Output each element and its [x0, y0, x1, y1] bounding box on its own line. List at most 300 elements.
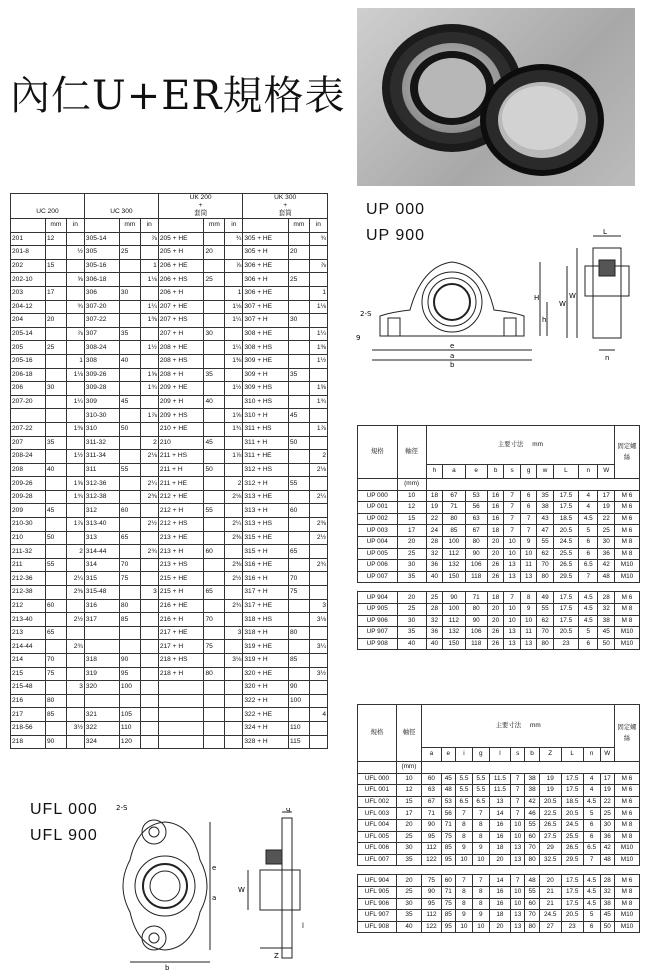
table-row	[358, 875, 640, 887]
table-cell: 310	[84, 422, 119, 436]
spacer-cell	[358, 583, 640, 592]
table-row	[11, 626, 328, 640]
table-cell: 28	[426, 536, 443, 548]
table-cell: 50	[600, 921, 614, 933]
table-cell: 35	[396, 854, 421, 866]
table-cell	[140, 681, 158, 695]
table-cell: 204-12	[11, 300, 46, 314]
table-cell: 24.5	[553, 536, 578, 548]
table-cell: 217 + H	[158, 640, 204, 654]
table-cell: 50	[598, 638, 615, 650]
table-cell: 6.5	[472, 796, 489, 808]
table-cell: 21	[539, 886, 561, 898]
table-cell: 17.5	[561, 886, 583, 898]
table-cell: M 6	[615, 785, 640, 797]
table-cell	[84, 626, 119, 640]
table-cell: 25	[119, 246, 140, 260]
table-cell: 45	[600, 910, 614, 922]
table-cell	[204, 708, 225, 722]
table-row	[11, 246, 328, 260]
table-cell: 80	[537, 571, 554, 583]
table-cell: 62	[537, 615, 554, 627]
table-cell: 13	[504, 560, 521, 572]
table-cell: 2⅜	[66, 586, 84, 600]
table-cell	[46, 450, 67, 464]
table-cell: 209-28	[11, 490, 46, 504]
table-cell	[140, 422, 158, 436]
table-cell	[309, 477, 327, 491]
table-cell: 212-38	[11, 586, 46, 600]
table-cell: 1⅝	[140, 368, 158, 382]
table-cell: 207	[11, 436, 46, 450]
table-cell: 1¼	[66, 395, 84, 409]
table-cell	[66, 409, 84, 423]
table-cell: 314-44	[84, 545, 119, 559]
table-cell: 30	[396, 898, 421, 910]
table-cell	[288, 599, 309, 613]
up-dims-label: 主要寸法	[497, 440, 524, 448]
table-cell: 2½	[140, 518, 158, 532]
table-cell: 38	[525, 773, 539, 785]
table-cell: 312 + HS	[243, 463, 289, 477]
table-cell: 6.5	[455, 796, 472, 808]
table-cell: 14	[489, 875, 510, 887]
table-cell: 218-56	[11, 721, 46, 735]
table-cell: 8	[455, 831, 472, 843]
table-cell: 50	[204, 463, 225, 477]
table-cell: 308-24	[84, 341, 119, 355]
table-cell: 90	[422, 886, 441, 898]
table-cell: 75	[441, 898, 455, 910]
table-row	[11, 735, 328, 749]
table-cell: UFL 904	[358, 875, 397, 887]
table-cell: 25	[598, 525, 615, 537]
table-cell: 18	[489, 843, 510, 855]
table-cell: UFL 007	[358, 854, 397, 866]
table-cell: 306	[84, 286, 119, 300]
table-cell: 1⅞	[225, 450, 243, 464]
table-row	[11, 232, 328, 246]
table-cell	[204, 341, 225, 355]
table-cell	[140, 626, 158, 640]
table-cell: 23	[553, 638, 578, 650]
ufl-table-body	[358, 762, 640, 933]
table-cell: 4	[309, 708, 327, 722]
table-cell: 17	[397, 525, 426, 537]
group-spacer	[358, 866, 640, 875]
table-cell: 217 + HE	[158, 626, 204, 640]
table-row	[11, 531, 328, 545]
table-cell: 322 + HE	[243, 708, 289, 722]
table-cell: 1½	[140, 341, 158, 355]
table-cell: 1⅜	[66, 422, 84, 436]
table-cell: 20.5	[561, 910, 583, 922]
table-cell: 20	[489, 854, 510, 866]
table-cell: 67	[443, 490, 465, 502]
table-row	[358, 910, 640, 922]
table-row	[11, 572, 328, 586]
table-cell: 202-10	[11, 273, 46, 287]
table-row	[358, 808, 640, 820]
table-cell: 6.5	[579, 560, 598, 572]
table-cell: 45	[288, 409, 309, 423]
table-cell: 1½	[309, 354, 327, 368]
table-cell: 95	[441, 921, 455, 933]
table-cell: 17.5	[561, 898, 583, 910]
up-side-drawing	[555, 226, 645, 366]
table-cell	[158, 708, 204, 722]
table-cell: 206 + HS	[158, 273, 204, 287]
table-cell: 1⅝	[66, 477, 84, 491]
table-cell: 120	[119, 735, 140, 749]
table-row	[11, 654, 328, 668]
table-cell	[140, 694, 158, 708]
table-cell: ¾	[225, 232, 243, 246]
table-row	[11, 545, 328, 559]
table-cell: 40	[119, 354, 140, 368]
table-cell: 16	[489, 886, 510, 898]
ufl-front-drawing	[110, 800, 220, 970]
ufl-dims-header	[422, 705, 615, 748]
table-cell: 26	[487, 627, 504, 639]
table-cell	[140, 246, 158, 260]
table-cell	[119, 490, 140, 504]
table-cell: 25	[397, 548, 426, 560]
table-cell: 30	[600, 819, 614, 831]
table-row	[11, 694, 328, 708]
table-cell	[309, 368, 327, 382]
table-cell: UFL 005	[358, 831, 397, 843]
table-cell: 26	[487, 560, 504, 572]
table-cell	[225, 395, 243, 409]
table-cell: 314	[84, 558, 119, 572]
table-cell: 218	[11, 735, 46, 749]
table-row	[11, 640, 328, 654]
table-cell: 40	[46, 463, 67, 477]
table-cell: 21	[539, 898, 561, 910]
spacer-cell	[358, 866, 640, 875]
ufl-spec-header: 規格	[358, 705, 397, 762]
table-cell: 6	[579, 638, 598, 650]
table-cell: 7	[504, 502, 521, 514]
table-cell: 1½	[66, 450, 84, 464]
table-cell: 36	[600, 831, 614, 843]
up-dim-H: H	[534, 294, 540, 302]
table-cell: 321	[84, 708, 119, 722]
table-cell: 95	[119, 667, 140, 681]
table-cell	[158, 681, 204, 695]
table-cell: 20	[487, 603, 504, 615]
table-cell: 7	[520, 525, 537, 537]
table-cell: 12	[397, 502, 426, 514]
table-cell: 312 + H	[243, 477, 289, 491]
table-cell	[225, 246, 243, 260]
table-cell: 208-24	[11, 450, 46, 464]
table-cell: 28	[600, 875, 614, 887]
table-cell: 324 + H	[243, 721, 289, 735]
table-cell: 206 + HE	[158, 259, 204, 273]
table-cell	[119, 341, 140, 355]
table-cell: 25	[600, 808, 614, 820]
table-cell: 205-16	[11, 354, 46, 368]
table-cell: 1	[225, 286, 243, 300]
blank-cell	[358, 479, 398, 491]
table-cell: 85	[288, 654, 309, 668]
table-cell: M10	[615, 571, 640, 583]
table-cell: 5	[583, 910, 600, 922]
table-cell: 320	[84, 681, 119, 695]
table-cell: 65	[119, 531, 140, 545]
table-cell: 13	[520, 571, 537, 583]
table-cell: 20.5	[553, 627, 578, 639]
table-cell: 63	[465, 513, 487, 525]
table-row	[358, 571, 640, 583]
table-cell: 310 + H	[243, 409, 289, 423]
table-cell: 13	[504, 627, 521, 639]
table-cell: 60	[422, 773, 441, 785]
table-cell: 40	[397, 638, 426, 650]
table-cell: 5.5	[472, 773, 489, 785]
table-cell: 211 + HS	[158, 450, 204, 464]
table-cell: 5.5	[455, 773, 472, 785]
page-title: 內仁U+ER規格表	[10, 73, 346, 119]
table-cell: 212 + HS	[158, 518, 204, 532]
up-side-dim-W1: W	[569, 292, 576, 300]
table-cell: 313 + H	[243, 504, 289, 518]
table-cell: 6	[579, 536, 598, 548]
table-cell	[46, 422, 67, 436]
table-cell: 17	[396, 808, 421, 820]
table-cell: 4	[583, 773, 600, 785]
table-cell: 1¾	[309, 395, 327, 409]
table-cell: 17.5	[553, 490, 578, 502]
table-cell: 80	[537, 638, 554, 650]
table-cell: 7	[511, 785, 525, 797]
table-cell: 309-28	[84, 382, 119, 396]
table-cell: 205	[11, 341, 46, 355]
table-cell: 17.5	[553, 603, 578, 615]
table-cell: 13	[511, 910, 525, 922]
table-cell: 30	[598, 536, 615, 548]
table-cell: 17.5	[561, 785, 583, 797]
table-cell: 1¼	[140, 300, 158, 314]
table-cell: 20	[487, 536, 504, 548]
table-cell: 210	[11, 531, 46, 545]
table-cell: 10	[511, 886, 525, 898]
table-cell: 4.5	[579, 592, 598, 604]
table-cell: 40	[426, 638, 443, 650]
table-cell	[66, 599, 84, 613]
table-cell	[288, 395, 309, 409]
table-cell: 312-36	[84, 477, 119, 491]
table-cell: 10	[504, 603, 521, 615]
table-cell: 100	[288, 694, 309, 708]
uk300-header	[243, 194, 328, 219]
table-row	[358, 615, 640, 627]
table-cell: 1⅝	[309, 382, 327, 396]
table-cell: UP 005	[358, 548, 398, 560]
table-cell	[119, 450, 140, 464]
table-cell	[204, 490, 225, 504]
table-cell: 9	[455, 843, 472, 855]
table-cell: UFL 905	[358, 886, 397, 898]
ufl-bore-header: 軸徑	[396, 705, 421, 762]
table-cell: 2	[225, 477, 243, 491]
table-cell: M10	[615, 910, 640, 922]
table-cell: 7	[511, 808, 525, 820]
table-cell: 208 + H	[158, 368, 204, 382]
table-cell: 85	[441, 910, 455, 922]
table-cell: 18	[426, 490, 443, 502]
table-cell	[204, 694, 225, 708]
table-cell: 3½	[309, 667, 327, 681]
uc-table-header-row	[11, 194, 328, 219]
table-cell: 313 + HE	[243, 490, 289, 504]
table-cell	[119, 518, 140, 532]
table-cell: 7	[511, 773, 525, 785]
table-cell: 7	[511, 796, 525, 808]
table-cell	[46, 300, 67, 314]
table-cell: 28	[426, 603, 443, 615]
table-row	[11, 409, 328, 423]
table-cell: 29	[539, 843, 561, 855]
table-cell: 16	[489, 831, 510, 843]
table-cell: 10	[504, 536, 521, 548]
table-cell: 55	[46, 558, 67, 572]
unit-blank	[158, 219, 204, 233]
table-cell: 214-44	[11, 640, 46, 654]
table-cell: 307-22	[84, 314, 119, 328]
unit-cell: w	[537, 464, 554, 478]
ufl-dims-label: 主要寸法	[495, 721, 522, 729]
table-cell: 311	[84, 463, 119, 477]
table-cell: 307 + HE	[243, 300, 289, 314]
table-cell: 211	[11, 558, 46, 572]
table-row	[358, 536, 640, 548]
table-cell: 215 + H	[158, 586, 204, 600]
table-cell: 53	[441, 796, 455, 808]
table-cell: 16	[487, 490, 504, 502]
table-cell: 1¼	[225, 341, 243, 355]
table-cell: 6	[579, 548, 598, 560]
unit-cell: g	[520, 464, 537, 478]
table-cell: 30	[119, 286, 140, 300]
table-cell: 313 + HS	[243, 518, 289, 532]
table-cell: 20	[539, 875, 561, 887]
table-cell	[140, 640, 158, 654]
table-cell	[225, 721, 243, 735]
table-cell: 7	[472, 875, 489, 887]
table-cell: 25	[288, 273, 309, 287]
table-cell: 309	[84, 395, 119, 409]
up-dims-header	[426, 426, 614, 465]
table-row	[358, 560, 640, 572]
table-cell: 11.5	[489, 785, 510, 797]
table-cell: 212	[11, 599, 46, 613]
table-cell	[309, 586, 327, 600]
table-cell: 208 + HE	[158, 341, 204, 355]
ufl-series-label-1: UFL 000	[30, 801, 98, 818]
table-cell	[309, 273, 327, 287]
table-cell: 205-14	[11, 327, 46, 341]
table-cell: 7	[504, 592, 521, 604]
table-cell: UFL 000	[358, 773, 397, 785]
table-cell: 308 + HE	[243, 327, 289, 341]
table-cell: UFL 001	[358, 785, 397, 797]
table-cell: 216 + HE	[158, 599, 204, 613]
table-cell	[288, 531, 309, 545]
table-row	[358, 843, 640, 855]
table-cell: M 8	[615, 615, 640, 627]
table-cell	[225, 640, 243, 654]
table-cell	[204, 354, 225, 368]
table-cell	[204, 314, 225, 328]
table-cell: 9	[472, 843, 489, 855]
uk300-header-label: UK 300	[274, 194, 297, 201]
table-cell	[204, 259, 225, 273]
table-row	[11, 558, 328, 572]
table-cell: 209 + HS	[158, 409, 204, 423]
table-cell: 313	[84, 531, 119, 545]
table-cell	[66, 259, 84, 273]
table-cell: M 8	[615, 886, 640, 898]
table-cell: M10	[615, 921, 640, 933]
table-cell: 5	[583, 808, 600, 820]
table-cell	[46, 246, 67, 260]
table-row	[11, 599, 328, 613]
table-cell: 309 + HE	[243, 354, 289, 368]
table-cell: 1¾	[225, 422, 243, 436]
table-cell	[119, 273, 140, 287]
table-cell	[288, 450, 309, 464]
table-cell: 10	[455, 854, 472, 866]
table-cell: UP 002	[358, 513, 398, 525]
table-cell: 4.5	[579, 513, 598, 525]
table-row	[358, 638, 640, 650]
table-cell: 207 + HE	[158, 300, 204, 314]
table-cell: 7	[472, 808, 489, 820]
table-cell	[46, 545, 67, 559]
table-cell: 40	[426, 571, 443, 583]
ufl-fix-header: 固定螺絲	[615, 705, 640, 762]
table-cell: 85	[443, 525, 465, 537]
table-cell: 35	[537, 490, 554, 502]
table-cell: 2¾	[66, 640, 84, 654]
table-cell: 315-48	[84, 586, 119, 600]
table-cell	[46, 477, 67, 491]
table-cell: 305-14	[84, 232, 119, 246]
table-cell	[204, 721, 225, 735]
table-cell: 90	[46, 735, 67, 749]
table-cell	[119, 694, 140, 708]
table-cell: 6	[520, 490, 537, 502]
table-cell	[66, 708, 84, 722]
group-spacer	[358, 583, 640, 592]
table-cell: 25	[204, 273, 225, 287]
table-cell: 95	[422, 898, 441, 910]
table-cell: 112	[443, 615, 465, 627]
table-cell: 26	[487, 571, 504, 583]
table-row	[11, 613, 328, 627]
table-cell: 311 + HE	[243, 450, 289, 464]
table-cell: 18	[487, 592, 504, 604]
table-cell: 315 + HE	[243, 531, 289, 545]
table-cell: 110	[288, 721, 309, 735]
table-cell: 313-40	[84, 518, 119, 532]
table-cell	[46, 721, 67, 735]
table-cell: 319 + H	[243, 654, 289, 668]
table-cell: 205 + HE	[158, 232, 204, 246]
